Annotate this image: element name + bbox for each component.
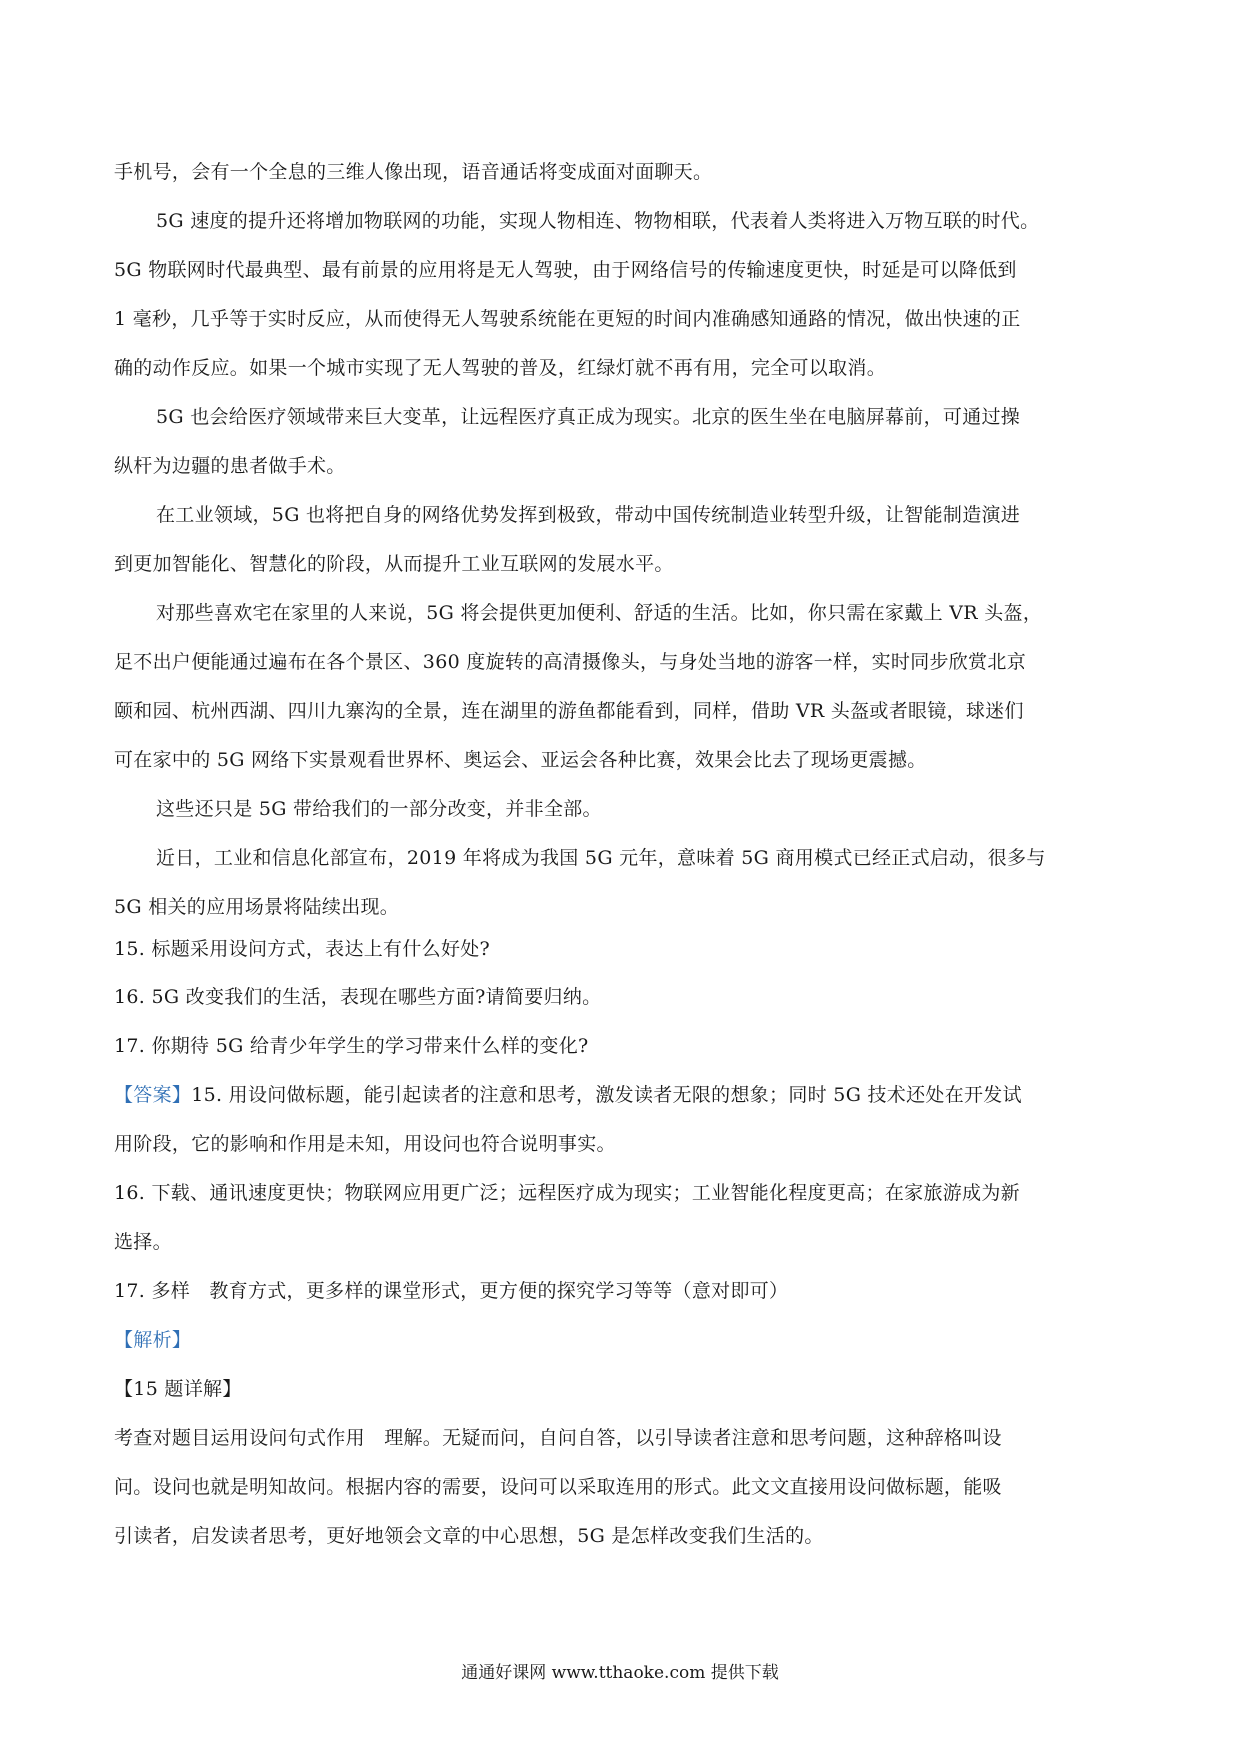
body-line: 纵杆为边疆的患者做手术。 (114, 455, 346, 477)
body-line: 到更加智能化、智慧化的阶段，从而提升工业互联网的发展水平。 (114, 553, 674, 575)
body-line: 近日，工业和信息化部宣布，2019 年将成为我国 5G 元年，意味着 5G 商用模式已经正式启动，很多与 (156, 847, 1046, 869)
body-line: 5G 速度的提升还将增加物联网的功能，实现人物相连、物物相联，代表着人类将进入万物互联的时代。 (156, 210, 1040, 232)
body-line: 这些还只是 5G 带给我们的一部分改变，并非全部。 (156, 798, 602, 820)
answer-first-line (114, 1083, 1022, 1107)
body-line: 颐和园、杭州西湖、四川九寨沟的全景，连在湖里的游鱼都能看到，同样，借助 VR 头盔或者眼镜，球迷们 (114, 700, 1024, 722)
body-line: 1 毫秒，几乎等于实时反应，从而使得无人驾驶系统能在更短的时间内准确感知通路的情况，做出快速的正 (114, 308, 1021, 330)
answer-line: 用阶段，它的影响和作用是未知，用设问也符合说明事实。 (114, 1133, 616, 1155)
body-line: 手机号，会有一个全息的三维人像出现，语音通话将变成面对面聊天。 (114, 161, 713, 183)
analysis-tag: 【解析】 (114, 1329, 192, 1351)
answer-line: 17. 多样 教育方式，更多样的课堂形式，更方便的探究学习等等（意对即可） (114, 1280, 789, 1302)
body-line: 5G 相关的应用场景将陆续出现。 (114, 896, 400, 918)
question-16: 16. 5G 改变我们的生活，表现在哪些方面?请简要归纳。 (114, 986, 602, 1008)
body-line: 5G 也会给医疗领域带来巨大变革，让远程医疗真正成为现实。北京的医生坐在电脑屏幕前，可通过操 (156, 406, 1021, 428)
analysis-sub-heading: 【15 题详解】 (114, 1378, 242, 1400)
page-footer: 通通好课网 www.tthaoke.com 提供下载 (461, 1663, 779, 1683)
body-line: 可在家中的 5G 网络下实景观看世界杯、奥运会、亚运会各种比赛，效果会比去了现场更震撼。 (114, 749, 927, 771)
body-line: 5G 物联网时代最典型、最有前景的应用将是无人驾驶，由于网络信号的传输速度更快，时延是可以降低到 (114, 259, 1017, 281)
analysis-line: 问。设问也就是明知故问。根据内容的需要，设问可以采取连用的形式。此文文直接用设问做标题，能吸 (114, 1476, 1002, 1498)
analysis-line: 引读者，启发读者思考，更好地领会文章的中心思想，5G 是怎样改变我们生活的。 (114, 1525, 824, 1547)
answer-line: 15. 用设问做标题，能引起读者的注意和思考，激发读者无限的想象；同时 5G 技术还处在开发试 (191, 1084, 1022, 1106)
analysis-line: 考查对题目运用设问句式作用 理解。无疑而问，自问自答，以引导读者注意和思考问题，这种辞格叫设 (114, 1427, 1002, 1449)
answer-tag: 【答案】 (114, 1084, 192, 1106)
question-17: 17. 你期待 5G 给青少年学生的学习带来什么样的变化? (114, 1035, 589, 1057)
answer-line: 选择。 (114, 1231, 172, 1253)
answer-line: 16. 下载、通讯速度更快；物联网应用更广泛；远程医疗成为现实；工业智能化程度更高；在家旅游成为新 (114, 1182, 1020, 1204)
body-line: 在工业领域，5G 也将把自身的网络优势发挥到极致，带动中国传统制造业转型升级，让智能制造演进 (156, 504, 1021, 526)
body-line: 确的动作反应。如果一个城市实现了无人驾驶的普及，红绿灯就不再有用，完全可以取消。 (114, 357, 887, 379)
body-line: 对那些喜欢宅在家里的人来说，5G 将会提供更加便利、舒适的生活。比如，你只需在家戴上 VR 头盔， (156, 602, 1043, 624)
question-15: 15. 标题采用设问方式，表达上有什么好处? (114, 938, 491, 960)
body-line: 足不出户便能通过遍布在各个景区、360 度旋转的高清摄像头，与身处当地的游客一样，实时同步欣赏北京 (114, 651, 1027, 673)
